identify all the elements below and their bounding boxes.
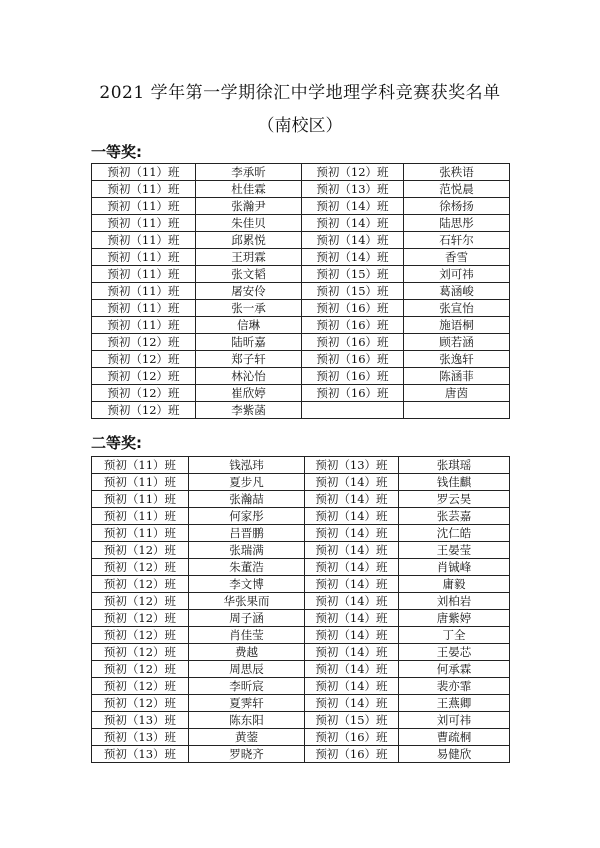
class-cell: 预初（14）班 bbox=[305, 474, 399, 491]
student-name-cell: 丁全 bbox=[399, 627, 510, 644]
table-row bbox=[92, 508, 510, 525]
student-name-cell: 刘可祎 bbox=[404, 266, 510, 283]
table-row bbox=[92, 525, 510, 542]
student-name-cell: 陆思彤 bbox=[404, 215, 510, 232]
class-cell: 预初（16）班 bbox=[302, 385, 404, 402]
student-name-cell: 屠安伶 bbox=[196, 283, 302, 300]
class-cell: 预初（11）班 bbox=[92, 474, 189, 491]
class-cell: 预初（12）班 bbox=[92, 644, 189, 661]
class-cell: 预初（14）班 bbox=[305, 542, 399, 559]
student-name-cell: 肖佳莹 bbox=[189, 627, 305, 644]
class-cell: 预初（16）班 bbox=[302, 300, 404, 317]
class-cell: 预初（12）班 bbox=[92, 661, 189, 678]
student-name-cell: 张瑞满 bbox=[189, 542, 305, 559]
class-cell: 预初（14）班 bbox=[305, 508, 399, 525]
student-name-cell: 何家彤 bbox=[189, 508, 305, 525]
student-name-cell: 张宣怡 bbox=[404, 300, 510, 317]
class-cell: 预初（12）班 bbox=[92, 627, 189, 644]
student-name-cell: 朱董浩 bbox=[189, 559, 305, 576]
class-cell: 预初（12）班 bbox=[92, 610, 189, 627]
class-cell: 预初（12）班 bbox=[92, 576, 189, 593]
student-name-cell: 李紫菡 bbox=[196, 402, 302, 419]
class-cell: 预初（14）班 bbox=[302, 215, 404, 232]
class-cell: 预初（14）班 bbox=[302, 198, 404, 215]
table-row bbox=[92, 610, 510, 627]
class-cell: 预初（14）班 bbox=[305, 593, 399, 610]
class-cell: 预初（11）班 bbox=[92, 317, 196, 334]
class-cell: 预初（14）班 bbox=[305, 678, 399, 695]
table-row bbox=[92, 712, 510, 729]
class-cell: 预初（11）班 bbox=[92, 232, 196, 249]
student-name-cell: 李承昕 bbox=[196, 164, 302, 181]
class-cell: 预初（16）班 bbox=[302, 317, 404, 334]
table-row bbox=[92, 368, 510, 385]
student-name-cell: 罗云昊 bbox=[399, 491, 510, 508]
class-cell: 预初（11）班 bbox=[92, 181, 196, 198]
class-cell: 预初（12）班 bbox=[92, 368, 196, 385]
class-cell: 预初（12）班 bbox=[92, 334, 196, 351]
student-name-cell: 肖铖峰 bbox=[399, 559, 510, 576]
student-name-cell: 林沁怡 bbox=[196, 368, 302, 385]
table-row bbox=[92, 402, 510, 419]
table-row bbox=[92, 164, 510, 181]
class-cell: 预初（11）班 bbox=[92, 164, 196, 181]
student-name-cell: 钱佳麒 bbox=[399, 474, 510, 491]
student-name-cell: 张瀚尹 bbox=[196, 198, 302, 215]
student-name-cell: 郑子轩 bbox=[196, 351, 302, 368]
class-cell: 预初（13）班 bbox=[92, 729, 189, 746]
student-name-cell: 刘柏岩 bbox=[399, 593, 510, 610]
class-cell: 预初（11）班 bbox=[92, 266, 196, 283]
student-name-cell: 杜佳霖 bbox=[196, 181, 302, 198]
table-row bbox=[92, 334, 510, 351]
class-cell: 预初（12）班 bbox=[92, 593, 189, 610]
student-name-cell: 张秩语 bbox=[404, 164, 510, 181]
student-name-cell: 刘可祎 bbox=[399, 712, 510, 729]
class-cell: 预初（13）班 bbox=[92, 746, 189, 763]
student-name-cell: 陈涵菲 bbox=[404, 368, 510, 385]
class-cell: 预初（13）班 bbox=[305, 457, 399, 474]
class-cell: 预初（12）班 bbox=[92, 559, 189, 576]
class-cell: 预初（12）班 bbox=[92, 695, 189, 712]
class-cell: 预初（11）班 bbox=[92, 457, 189, 474]
class-cell: 预初（14）班 bbox=[305, 644, 399, 661]
student-name-cell: 陈东阳 bbox=[189, 712, 305, 729]
table-row bbox=[92, 576, 510, 593]
class-cell: 预初（11）班 bbox=[92, 491, 189, 508]
table-row bbox=[92, 644, 510, 661]
student-name-cell: 沈仁皓 bbox=[399, 525, 510, 542]
class-cell: 预初（14）班 bbox=[305, 491, 399, 508]
table-row bbox=[92, 627, 510, 644]
student-name-cell: 信琳 bbox=[196, 317, 302, 334]
student-name-cell: 李文博 bbox=[189, 576, 305, 593]
student-name-cell: 香雪 bbox=[404, 249, 510, 266]
class-cell: 预初（11）班 bbox=[92, 249, 196, 266]
class-cell: 预初（14）班 bbox=[305, 559, 399, 576]
class-cell: 预初（11）班 bbox=[92, 300, 196, 317]
student-name-cell: 夏步凡 bbox=[189, 474, 305, 491]
class-cell: 预初（12）班 bbox=[92, 351, 196, 368]
student-name-cell: 张瀚喆 bbox=[189, 491, 305, 508]
student-name-cell: 张逸轩 bbox=[404, 351, 510, 368]
student-name-cell: 周子涵 bbox=[189, 610, 305, 627]
class-cell: 预初（13）班 bbox=[302, 181, 404, 198]
class-cell: 预初（16）班 bbox=[302, 334, 404, 351]
table-row bbox=[92, 661, 510, 678]
class-cell: 预初（14）班 bbox=[305, 525, 399, 542]
student-name-cell: 罗晓齐 bbox=[189, 746, 305, 763]
student-name-cell: 吕晋鹏 bbox=[189, 525, 305, 542]
first-prize-table bbox=[91, 163, 510, 419]
class-cell: 预初（11）班 bbox=[92, 215, 196, 232]
class-cell: 预初（15）班 bbox=[302, 266, 404, 283]
student-name-cell: 曹疏桐 bbox=[399, 729, 510, 746]
student-name-cell: 唐紫婷 bbox=[399, 610, 510, 627]
student-name-cell: 何承霖 bbox=[399, 661, 510, 678]
table-row bbox=[92, 491, 510, 508]
student-name-cell: 范悦晨 bbox=[404, 181, 510, 198]
student-name-cell: 徐杨扬 bbox=[404, 198, 510, 215]
student-name-cell: 陆昕嘉 bbox=[196, 334, 302, 351]
table-row bbox=[92, 266, 510, 283]
class-cell: 预初（13）班 bbox=[92, 712, 189, 729]
class-cell: 预初（14）班 bbox=[302, 232, 404, 249]
student-name-cell: 钱泓玮 bbox=[189, 457, 305, 474]
student-name-cell: 施语桐 bbox=[404, 317, 510, 334]
student-name-cell: 崔欣婷 bbox=[196, 385, 302, 402]
table-row bbox=[92, 678, 510, 695]
student-name-cell: 唐茵 bbox=[404, 385, 510, 402]
student-name-cell: 华张果而 bbox=[189, 593, 305, 610]
student-name-cell: 张芸嘉 bbox=[399, 508, 510, 525]
student-name-cell: 庸毅 bbox=[399, 576, 510, 593]
class-cell: 预初（12）班 bbox=[92, 402, 196, 419]
table-row bbox=[92, 317, 510, 334]
table-row bbox=[92, 695, 510, 712]
class-cell: 预初（16）班 bbox=[305, 729, 399, 746]
student-name-cell: 张一承 bbox=[196, 300, 302, 317]
class-cell: 预初（12）班 bbox=[92, 385, 196, 402]
class-cell: 预初（14）班 bbox=[305, 695, 399, 712]
class-cell: 预初（11）班 bbox=[92, 283, 196, 300]
table-row bbox=[92, 385, 510, 402]
student-name-cell: 葛涵峻 bbox=[404, 283, 510, 300]
class-cell: 预初（12）班 bbox=[302, 164, 404, 181]
student-name-cell: 朱佳贝 bbox=[196, 215, 302, 232]
class-cell: 预初（12）班 bbox=[92, 542, 189, 559]
table-row bbox=[92, 215, 510, 232]
page-title: 2021 学年第一学期徐汇中学地理学科竞赛获奖名单 bbox=[99, 83, 501, 103]
class-cell: 预初（14）班 bbox=[305, 576, 399, 593]
student-name-cell: 王燕卿 bbox=[399, 695, 510, 712]
table-row bbox=[92, 181, 510, 198]
student-name-cell: 王玥霖 bbox=[196, 249, 302, 266]
student-name-cell: 王晏莹 bbox=[399, 542, 510, 559]
class-cell: 预初（16）班 bbox=[305, 746, 399, 763]
class-cell: 预初（16）班 bbox=[302, 351, 404, 368]
student-name-cell bbox=[404, 402, 510, 419]
table-row bbox=[92, 351, 510, 368]
table-row bbox=[92, 542, 510, 559]
class-cell: 预初（11）班 bbox=[92, 525, 189, 542]
table-row bbox=[92, 474, 510, 491]
table-row bbox=[92, 249, 510, 266]
page-subtitle: （南校区） bbox=[257, 116, 343, 136]
class-cell: 预初（14）班 bbox=[305, 627, 399, 644]
class-cell: 预初（12）班 bbox=[92, 678, 189, 695]
student-name-cell: 石轩尔 bbox=[404, 232, 510, 249]
table-row bbox=[92, 232, 510, 249]
table-row bbox=[92, 746, 510, 763]
second-prize-heading: 二等奖: bbox=[91, 434, 142, 452]
student-name-cell: 张文韬 bbox=[196, 266, 302, 283]
class-cell: 预初（11）班 bbox=[92, 508, 189, 525]
class-cell: 预初（11）班 bbox=[92, 198, 196, 215]
student-name-cell: 邱累悦 bbox=[196, 232, 302, 249]
student-name-cell: 易健欣 bbox=[399, 746, 510, 763]
student-name-cell: 王晏芯 bbox=[399, 644, 510, 661]
table-row bbox=[92, 300, 510, 317]
student-name-cell: 李昕宸 bbox=[189, 678, 305, 695]
table-row bbox=[92, 559, 510, 576]
student-name-cell: 费越 bbox=[189, 644, 305, 661]
table-row bbox=[92, 593, 510, 610]
table-row bbox=[92, 198, 510, 215]
student-name-cell: 夏霁轩 bbox=[189, 695, 305, 712]
student-name-cell: 张琪瑶 bbox=[399, 457, 510, 474]
student-name-cell: 周思辰 bbox=[189, 661, 305, 678]
class-cell: 预初（16）班 bbox=[302, 368, 404, 385]
class-cell bbox=[302, 402, 404, 419]
student-name-cell: 黄蓥 bbox=[189, 729, 305, 746]
table-row bbox=[92, 729, 510, 746]
first-prize-heading: 一等奖: bbox=[91, 143, 142, 161]
second-prize-table bbox=[91, 456, 510, 763]
class-cell: 预初（14）班 bbox=[302, 249, 404, 266]
student-name-cell: 裴亦霏 bbox=[399, 678, 510, 695]
class-cell: 预初（14）班 bbox=[305, 661, 399, 678]
class-cell: 预初（14）班 bbox=[305, 610, 399, 627]
table-row bbox=[92, 283, 510, 300]
student-name-cell: 顾若涵 bbox=[404, 334, 510, 351]
class-cell: 预初（15）班 bbox=[305, 712, 399, 729]
class-cell: 预初（15）班 bbox=[302, 283, 404, 300]
table-row bbox=[92, 457, 510, 474]
